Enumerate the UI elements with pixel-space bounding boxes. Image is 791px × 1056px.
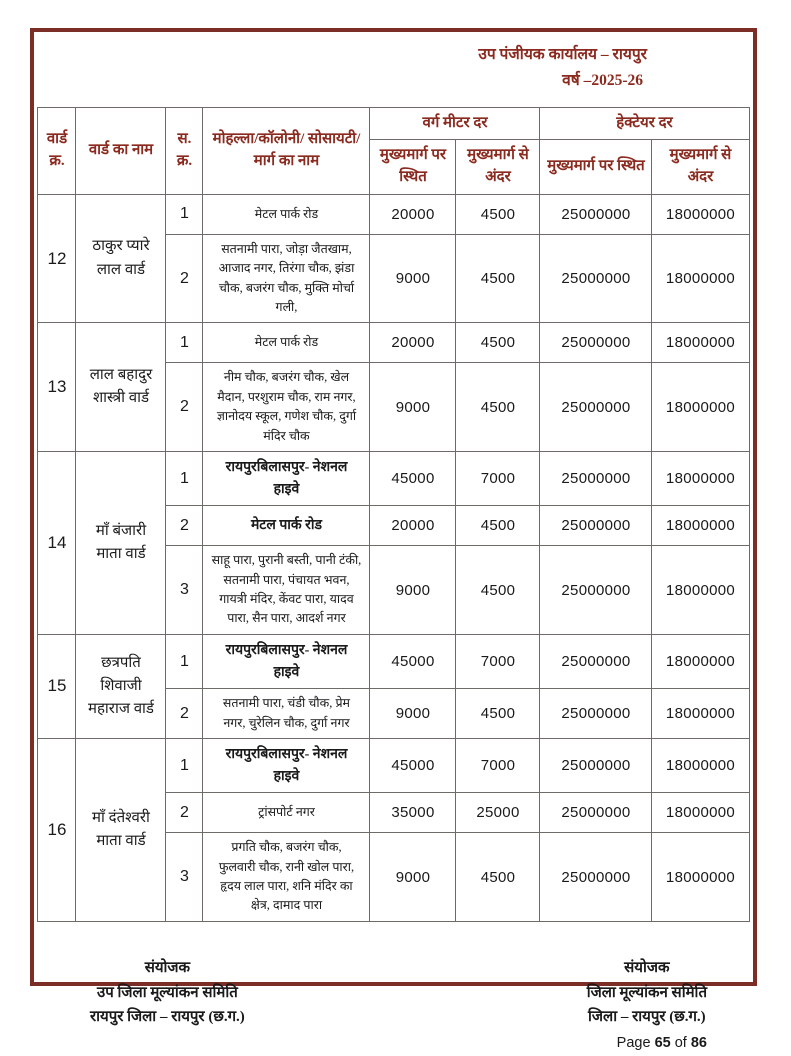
header-sqm-on-road: मुख्यमार्ग पर स्थित — [370, 140, 456, 195]
serial-number-cell: 1 — [166, 738, 203, 792]
rate-cell: 18000000 — [652, 689, 749, 739]
ward-name-cell: ठाकुर प्यारे लाल वार्ड — [76, 194, 166, 323]
page-number-prefix: Page — [616, 1035, 651, 1052]
office-title: उप पंजीयक कार्यालय – रायपुर — [478, 46, 647, 63]
header-sqm-group: वर्ग मीटर दर — [370, 107, 540, 140]
page-number-middle: of — [674, 1035, 687, 1052]
footer-right-committee: जिला मूल्यांकन समिति — [586, 984, 707, 1001]
rate-cell: 4500 — [456, 194, 540, 234]
page-number — [587, 1032, 707, 1056]
header-sqm-inside: मुख्यमार्ग से अंदर — [456, 140, 540, 195]
serial-number-cell: 2 — [166, 793, 203, 833]
ward-number-cell: 13 — [38, 323, 76, 452]
rate-cell: 25000000 — [540, 506, 652, 546]
rate-cell: 45000 — [370, 634, 456, 688]
page-border-frame — [30, 28, 757, 1052]
serial-number-cell: 2 — [166, 506, 203, 546]
rate-cell: 35000 — [370, 793, 456, 833]
table-row — [38, 451, 749, 505]
rate-cell: 25000000 — [540, 689, 652, 739]
document-header — [34, 32, 753, 95]
footer-left-role: संयोजक — [144, 959, 191, 976]
rate-cell: 4500 — [456, 506, 540, 546]
serial-number-cell: 2 — [166, 363, 203, 452]
locality-cell: सतनामी पारा, जोड़ा जैतखाम, आजाद नगर, तिरंगा चौक, झंडा चौक, बजरंग चौक, मुक्ति मोर्चा गली, — [203, 234, 370, 323]
rate-cell: 18000000 — [652, 234, 749, 323]
rate-cell: 4500 — [456, 323, 540, 363]
table-header — [38, 107, 749, 194]
ward-name-cell: लाल बहादुर शास्त्री वार्ड — [76, 323, 166, 452]
rate-cell: 7000 — [456, 634, 540, 688]
signature-footer — [90, 956, 707, 1056]
rate-cell: 18000000 — [652, 194, 749, 234]
locality-cell: रायपुरबिलासपुर- नेशनल हाइवे — [203, 738, 370, 792]
rate-cell: 9000 — [370, 833, 456, 922]
rate-cell: 20000 — [370, 506, 456, 546]
locality-cell: ट्रांसपोर्ट नगर — [203, 793, 370, 833]
rate-cell: 7000 — [456, 738, 540, 792]
table-row — [38, 323, 749, 363]
year-label: वर्ष –2025-26 — [562, 72, 643, 90]
serial-number-cell: 1 — [166, 194, 203, 234]
rate-cell: 25000000 — [540, 793, 652, 833]
footer-left-committee: उप जिला मूल्यांकन समिति — [97, 984, 238, 1001]
header-hectare-on-road: मुख्यमार्ग पर स्थित — [540, 140, 652, 195]
rate-cell: 25000000 — [540, 451, 652, 505]
footer-left-district: रायपुर जिला – रायपुर (छ.ग.) — [90, 1009, 245, 1026]
ward-number-cell: 14 — [38, 451, 76, 634]
rate-cell: 18000000 — [652, 506, 749, 546]
rate-cell: 45000 — [370, 738, 456, 792]
rate-cell: 4500 — [456, 546, 540, 635]
rate-cell: 18000000 — [652, 634, 749, 688]
footer-right-role: संयोजक — [624, 959, 670, 976]
rate-cell: 18000000 — [652, 546, 749, 635]
rate-cell: 18000000 — [652, 738, 749, 792]
rate-cell: 25000 — [456, 793, 540, 833]
rate-cell: 9000 — [370, 363, 456, 452]
table-body — [38, 194, 749, 921]
rate-cell: 45000 — [370, 451, 456, 505]
rate-cell: 25000000 — [540, 546, 652, 635]
rate-cell: 7000 — [456, 451, 540, 505]
rate-cell: 18000000 — [652, 451, 749, 505]
serial-number-cell: 1 — [166, 451, 203, 505]
rate-cell: 18000000 — [652, 833, 749, 922]
rate-cell: 18000000 — [652, 323, 749, 363]
rate-cell: 4500 — [456, 833, 540, 922]
header-locality: मोहल्ला/कॉलोनी/ सोसायटी/मार्ग का नाम — [203, 107, 370, 194]
footer-left — [90, 956, 245, 1056]
ward-name-cell: माँ दंतेश्वरी माता वार्ड — [76, 738, 166, 921]
locality-cell: सतनामी पारा, चंडी चौक, प्रेम नगर, चुरेलिन चौक, दुर्गा नगर — [203, 689, 370, 739]
rate-cell: 25000000 — [540, 363, 652, 452]
header-ward-no: वार्ड क्र. — [38, 107, 76, 194]
rate-cell: 20000 — [370, 194, 456, 234]
rate-cell: 18000000 — [652, 793, 749, 833]
rate-cell: 25000000 — [540, 634, 652, 688]
rates-table — [37, 107, 749, 922]
rate-cell: 9000 — [370, 689, 456, 739]
page-number-current: 65 — [654, 1035, 671, 1052]
locality-cell: रायपुरबिलासपुर- नेशनल हाइवे — [203, 634, 370, 688]
footer-right-district: जिला – रायपुर (छ.ग.) — [588, 1009, 706, 1026]
rate-cell: 4500 — [456, 363, 540, 452]
serial-number-cell: 3 — [166, 833, 203, 922]
page-number-total: 86 — [690, 1035, 707, 1052]
header-ward-name: वार्ड का नाम — [76, 107, 166, 194]
ward-number-cell: 12 — [38, 194, 76, 323]
rate-cell: 9000 — [370, 546, 456, 635]
rate-cell: 18000000 — [652, 363, 749, 452]
rate-cell: 25000000 — [540, 323, 652, 363]
rate-cell: 25000000 — [540, 738, 652, 792]
rate-cell: 4500 — [456, 689, 540, 739]
table-row — [38, 634, 749, 688]
rate-cell: 4500 — [456, 234, 540, 323]
header-serial-no: स. क्र. — [166, 107, 203, 194]
table-row — [38, 738, 749, 792]
locality-cell: रायपुरबिलासपुर- नेशनल हाइवे — [203, 451, 370, 505]
rate-cell: 20000 — [370, 323, 456, 363]
serial-number-cell: 3 — [166, 546, 203, 635]
locality-cell: साहू पारा, पुरानी बस्ती, पानी टंकी, सतनामी पारा, पंचायत भवन, गायत्री मंदिर, केंवट पारा, यादव पारा, सैन पारा, आदर्श नगर — [203, 546, 370, 635]
locality-cell: मेटल पार्क रोड — [203, 506, 370, 546]
ward-number-cell: 15 — [38, 634, 76, 738]
serial-number-cell: 2 — [166, 689, 203, 739]
serial-number-cell: 2 — [166, 234, 203, 323]
locality-cell: नीम चौक, बजरंग चौक, खेल मैदान, परशुराम चौक, राम नगर, ज्ञानोदय स्कूल, गणेश चौक, दुर्गा मंदिर चौक — [203, 363, 370, 452]
locality-cell: मेटल पार्क रोड — [203, 194, 370, 234]
rate-cell: 25000000 — [540, 234, 652, 323]
rate-cell: 25000000 — [540, 833, 652, 922]
footer-right — [587, 956, 707, 1056]
table-row — [38, 194, 749, 234]
locality-cell: मेटल पार्क रोड — [203, 323, 370, 363]
serial-number-cell: 1 — [166, 323, 203, 363]
rate-cell: 9000 — [370, 234, 456, 323]
locality-cell: प्रगति चौक, बजरंग चौक, फुलवारी चौक, रानी खोल पारा, हृदय लाल पारा, शनि मंदिर का क्षेत्र, दामाद पारा — [203, 833, 370, 922]
rate-cell: 25000000 — [540, 194, 652, 234]
ward-name-cell: छत्रपति शिवाजी महाराज वार्ड — [76, 634, 166, 738]
ward-name-cell: माँ बंजारी माता वार्ड — [76, 451, 166, 634]
header-hectare-inside: मुख्यमार्ग से अंदर — [652, 140, 749, 195]
header-hectare-group: हेक्टेयर दर — [540, 107, 749, 140]
serial-number-cell: 1 — [166, 634, 203, 688]
ward-number-cell: 16 — [38, 738, 76, 921]
